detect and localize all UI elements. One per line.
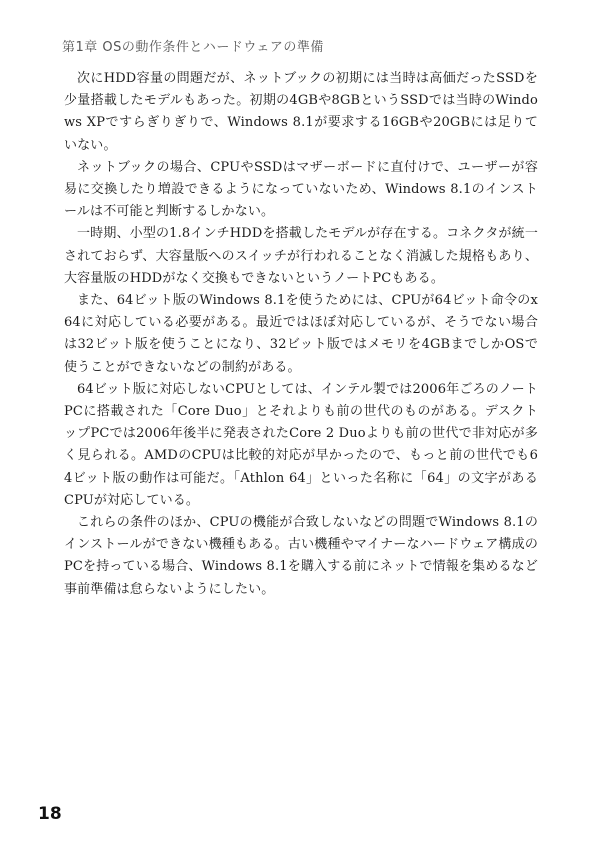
page-number: 18 — [38, 804, 62, 824]
chapter-header: 第1章 OSの動作条件とハードウェアの準備 — [62, 40, 324, 55]
paragraph-hdd-capacity: 次にHDD容量の問題だが、ネットブックの初期には当時は高価だったSSDを少量搭載したモデルもあった。初期の4GBや8GBというSSDでは当時のWindows XPですらぎりぎりで、Windows 8.1が要求する16GBや20GBには足りていない。 — [64, 71, 538, 153]
body-text — [64, 68, 538, 601]
paragraph-64bit-requirement: また、64ビット版のWindows 8.1を使うためには、CPUが64ビット命令のx64に対応している必要がある。最近ではほぼ対応しているが、そうでない場合は32ビット版を使うことになり、32ビット版ではメモリを4GBまでしかOSで使うことができないなどの制約がある。 — [64, 293, 538, 375]
paragraph-small-hdd: 一時期、小型の1.8インチHDDを搭載したモデルが存在する。コネクタが統一されておらず、大容量版へのスイッチが行われることなく消滅した規格もあり、大容量版のHDDがなく交換もできないというノートPCもある。 — [64, 226, 538, 286]
paragraph-netbook-parts: ネットブックの場合、CPUやSSDはマザーボードに直付けで、ユーザーが容易に交換したり増設できるようになっていないため、Windows 8.1のインストールは不可能と判断するしかない。 — [64, 159, 538, 220]
paragraph-conclusion: これらの条件のほか、CPUの機能が合致しないなどの問題でWindows 8.1のインストールができない機種もある。古い機種やマイナーなハードウェア構成のPCを持っている場合、Windows 8.1を購入する前にネットで情報を集めるなど事前準備は怠らないようにしたい。 — [64, 515, 538, 597]
paragraph-unsupported-cpus: 64ビット版に対応しないCPUとしては、インテル製では2006年ごろのノートPCに搭載された「Core Duo」とそれよりも前の世代のものがある。デスクトップPCでは2006年後半に発表されたCore 2 Duoよりも前の世代で非対応が多く見られる。AMDのCPUは比較的対応が早かったので、もっと前の世代でも64ビット版の動作は可能だ。「Athlon 64」といった名称に「64」の文字があるCPUが対応している。 — [64, 381, 538, 508]
